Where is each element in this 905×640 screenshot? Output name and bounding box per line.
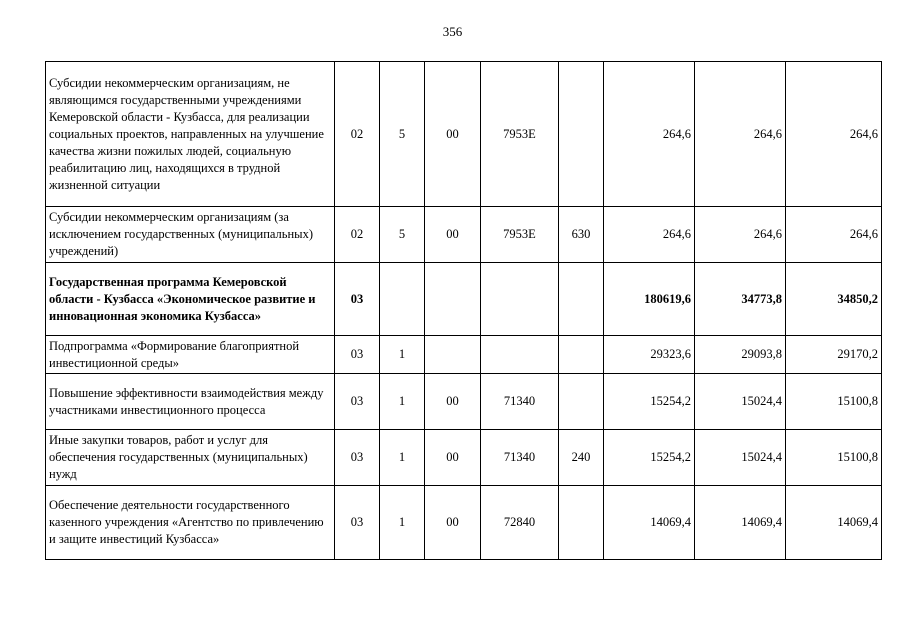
row-name: Повышение эффективности взаимодействия между участниками инвестиционного процесса — [46, 374, 335, 430]
row-name: Обеспечение деятельности государственного казенного учреждения «Агентство по привлечению и защите инвестиций Кузбасса» — [46, 486, 335, 560]
expense-type-code — [559, 374, 604, 430]
direction-code — [425, 336, 481, 374]
program-code: 03 — [335, 374, 380, 430]
program-code: 02 — [335, 207, 380, 263]
year3-value: 15100,8 — [786, 430, 882, 486]
subprogram-code — [380, 263, 425, 336]
subprogram-code: 5 — [380, 207, 425, 263]
year1-value: 180619,6 — [604, 263, 695, 336]
program-code: 03 — [335, 486, 380, 560]
row-name: Подпрограмма «Формирование благоприятной инвестиционной среды» — [46, 336, 335, 374]
year1-value: 15254,2 — [604, 430, 695, 486]
expense-code — [481, 336, 559, 374]
year1-value: 264,6 — [604, 62, 695, 207]
expense-type-code — [559, 336, 604, 374]
year2-value: 34773,8 — [695, 263, 786, 336]
direction-code: 00 — [425, 374, 481, 430]
direction-code: 00 — [425, 486, 481, 560]
program-code: 03 — [335, 336, 380, 374]
subprogram-code: 1 — [380, 336, 425, 374]
expense-code: 72840 — [481, 486, 559, 560]
expense-type-code — [559, 263, 604, 336]
expense-code: 71340 — [481, 430, 559, 486]
program-code: 03 — [335, 430, 380, 486]
table-row — [46, 486, 882, 560]
year2-value: 264,6 — [695, 207, 786, 263]
direction-code — [425, 263, 481, 336]
year1-value: 264,6 — [604, 207, 695, 263]
subprogram-code: 1 — [380, 374, 425, 430]
page-number: 356 — [442, 24, 463, 39]
year3-value: 264,6 — [786, 62, 882, 207]
subprogram-code: 5 — [380, 62, 425, 207]
year1-value: 14069,4 — [604, 486, 695, 560]
year3-value: 264,6 — [786, 207, 882, 263]
row-name: Субсидии некоммерческим организациям (за исключением государственных (муниципальных) учреждений) — [46, 207, 335, 263]
expense-code — [481, 263, 559, 336]
year2-value: 15024,4 — [695, 430, 786, 486]
expense-type-code — [559, 62, 604, 207]
expense-type-code: 630 — [559, 207, 604, 263]
direction-code: 00 — [425, 207, 481, 263]
row-name: Иные закупки товаров, работ и услуг для обеспечения государственных (муниципальных) нужд — [46, 430, 335, 486]
year1-value: 29323,6 — [604, 336, 695, 374]
program-code: 03 — [335, 263, 380, 336]
expense-type-code: 240 — [559, 430, 604, 486]
year3-value: 15100,8 — [786, 374, 882, 430]
direction-code: 00 — [425, 62, 481, 207]
expense-code: 7953E — [481, 62, 559, 207]
expense-code: 71340 — [481, 374, 559, 430]
subprogram-code: 1 — [380, 486, 425, 560]
budget-table — [45, 61, 882, 560]
table-row — [46, 374, 882, 430]
year2-value: 15024,4 — [695, 374, 786, 430]
year3-value: 29170,2 — [786, 336, 882, 374]
year2-value: 14069,4 — [695, 486, 786, 560]
subprogram-code: 1 — [380, 430, 425, 486]
row-name: Государственная программа Кемеровской области - Кузбасса «Экономическое развитие и инновационная экономика Кузбасса» — [46, 263, 335, 336]
table-row — [46, 207, 882, 263]
year2-value: 264,6 — [695, 62, 786, 207]
program-code: 02 — [335, 62, 380, 207]
row-name: Субсидии некоммерческим организациям, не являющимся государственными учреждениями Кемеровской области - Кузбасса, для реализации социальных проектов, направленных на улучшение качества жизни пожилых людей, социальную реабилитацию лиц, находящихся в трудной жизненной ситуации — [46, 62, 335, 207]
table-row — [46, 263, 882, 336]
year3-value: 34850,2 — [786, 263, 882, 336]
expense-type-code — [559, 486, 604, 560]
table-row — [46, 336, 882, 374]
expense-code: 7953E — [481, 207, 559, 263]
table-row — [46, 430, 882, 486]
table-row — [46, 62, 882, 207]
year2-value: 29093,8 — [695, 336, 786, 374]
direction-code: 00 — [425, 430, 481, 486]
year1-value: 15254,2 — [604, 374, 695, 430]
year3-value: 14069,4 — [786, 486, 882, 560]
